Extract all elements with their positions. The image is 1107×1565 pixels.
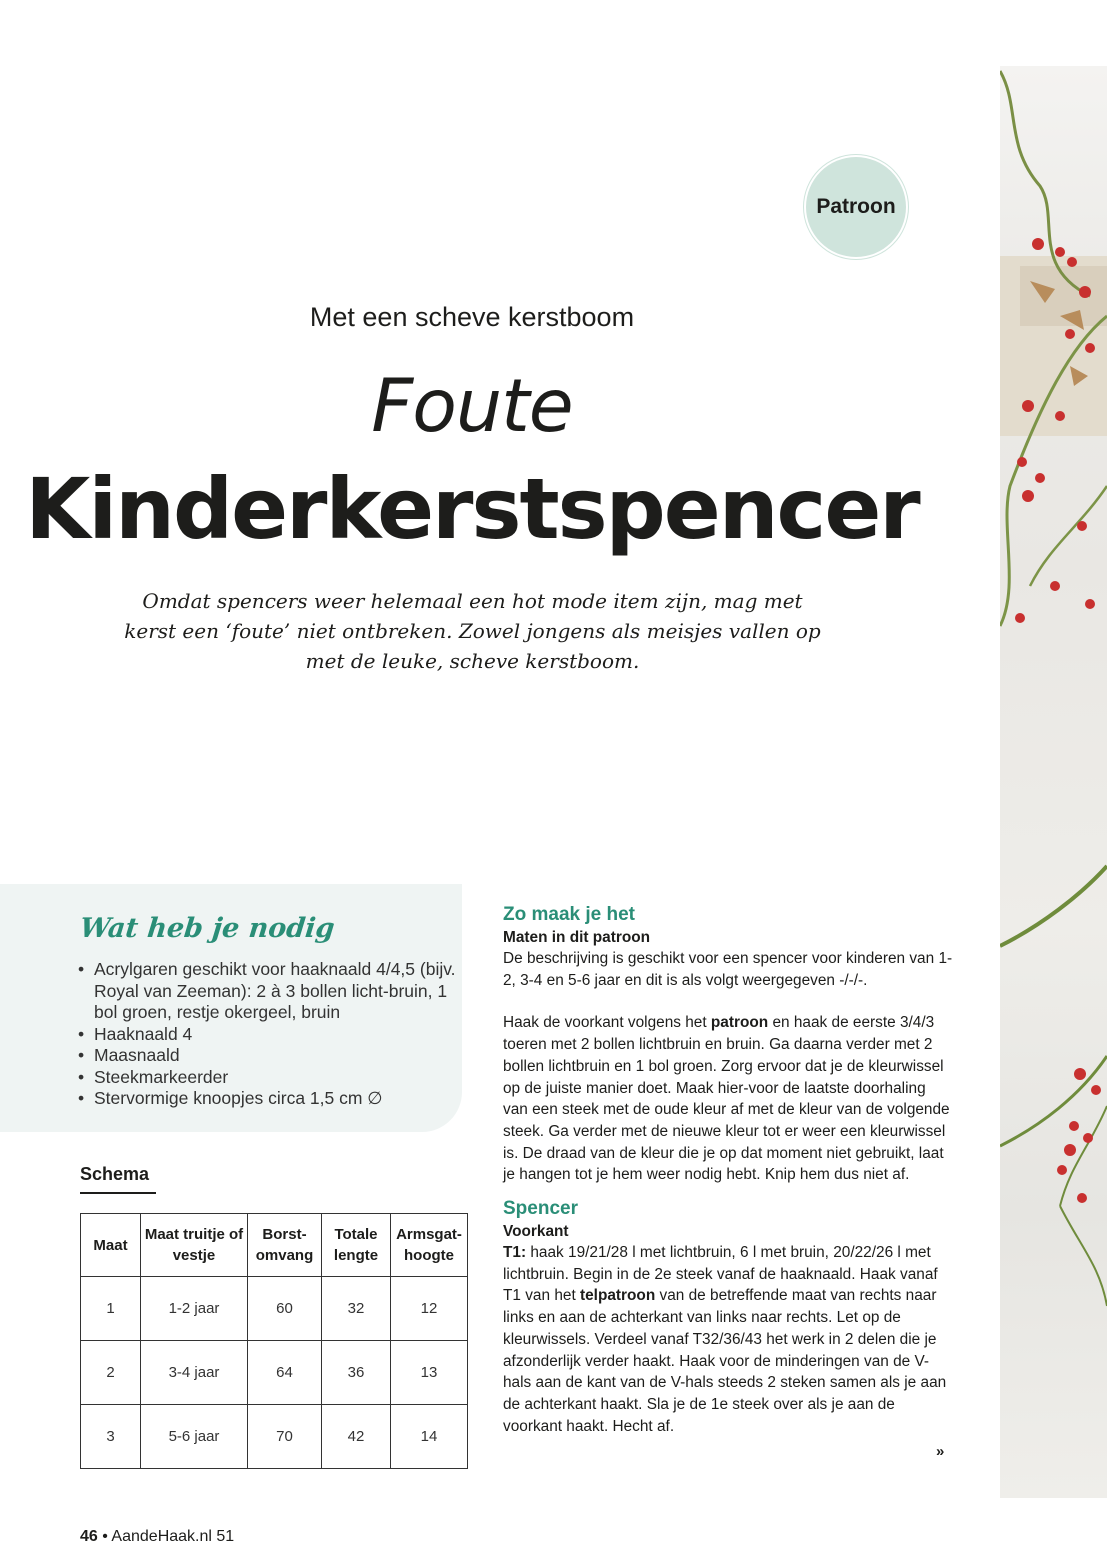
pattern-term: telpatroon [580, 1287, 656, 1305]
intro-text: Omdat spencers weer helemaal een hot mode item zijn, mag met kerst een ‘foute’ niet ontbreken. Zowel jongens als meisjes vallen op met de leuke, scheve kerstboom. [124, 589, 821, 673]
decorative-photo [1000, 66, 1107, 1498]
table-cell: 14 [391, 1405, 468, 1469]
sizes-text: De beschrijving is geschikt voor een spencer voor kinderen van 1-2, 3-4 en 5-6 jaar en dit is als volgt weergegeven -/-/-. [503, 950, 953, 989]
table-cell: 3 [81, 1405, 141, 1469]
size-table [80, 1213, 468, 1469]
table-header-row [81, 1214, 468, 1277]
magazine-name: AandeHaak.nl 51 [111, 1528, 235, 1545]
branch-berries-illustration [1000, 66, 1107, 1498]
table-cell: 13 [391, 1341, 468, 1405]
page-title-line2: Kinderkerstspencer [25, 460, 919, 558]
page-footer [80, 1528, 234, 1546]
table-row [81, 1341, 468, 1405]
paragraph-text: haak 19/21/28 l met lichtbruin, 6 l met bruin, 20/22/26 l met lichtbruin. Begin in de 2e steek vanaf de haaknaald. Haak vanaf T1 van het [503, 1244, 938, 1305]
list-item: • Steekmarkeerder [78, 1067, 463, 1089]
page-title-line1: Foute [371, 364, 573, 449]
table-cell: 42 [322, 1405, 391, 1469]
table-cell: 36 [322, 1341, 391, 1405]
page-subtitle: Met een scheve kerstboom [309, 302, 635, 332]
list-item: • Haaknaald 4 [78, 1024, 463, 1046]
table-header-cell: Totale lengte [322, 1214, 391, 1277]
table-cell: 1 [81, 1277, 141, 1341]
table-cell: 60 [248, 1277, 322, 1341]
round-label: T1: [503, 1244, 527, 1262]
table-header-cell: Borst-omvang [248, 1214, 322, 1277]
section-heading: Zo maak je het [503, 904, 635, 925]
patroon-badge [806, 157, 906, 257]
table-row [81, 1277, 468, 1341]
continue-arrow-icon: » [936, 1443, 945, 1460]
table-row [81, 1405, 468, 1469]
table-cell: 5-6 jaar [141, 1405, 248, 1469]
materials-list [78, 959, 463, 1110]
paragraph-text: Haak de voorkant volgens het [503, 1014, 711, 1032]
sizes-title: Maten in dit patroon [503, 929, 651, 946]
footer-separator: • [102, 1528, 108, 1545]
badge-label: Patroon [816, 195, 896, 218]
table-header-cell: Maat [81, 1214, 141, 1277]
schema-title: Schema [80, 1164, 150, 1184]
divider [80, 1192, 156, 1194]
table-cell: 2 [81, 1341, 141, 1405]
paragraph-text: van de betreffende maat van rechts naar links en aan de achterkant van links naar rechts. Let op de kleurwissels. Verdeel vanaf T32/36/43 het werk in 2 delen die je afzonderlijk verder haakt. Haak voor de minderingen van de V-hals aan de kant van de V-hals steeds 2 steken samen als je aan de achterkant haakt. Sla je de 1e steek over als je aan de voorkant haakt. Hecht af. [503, 1287, 947, 1435]
voorkant-title: Voorkant [503, 1223, 569, 1241]
table-cell: 3-4 jaar [141, 1341, 248, 1405]
table-cell: 12 [391, 1277, 468, 1341]
spencer-heading: Spencer [503, 1198, 578, 1220]
materials-title: Wat heb je nodig [78, 913, 337, 944]
list-item: • Maasnaald [78, 1045, 463, 1067]
page-number: 46 [80, 1528, 98, 1545]
instructions-column [503, 903, 953, 1437]
table-cell: 70 [248, 1405, 322, 1469]
intro-paragraph [503, 1012, 953, 1186]
table-cell: 1-2 jaar [141, 1277, 248, 1341]
table-header-cell: Armsgat-hoogte [391, 1214, 468, 1277]
table-header-cell: Maat truitje of vestje [141, 1214, 248, 1277]
pattern-term: patroon [710, 1014, 769, 1032]
paragraph-text: en haak de eerste 3/4/3 toeren met 2 bollen lichtbruin en bruin. Ga daarna verder met 2 bollen lichtbruin en 1 bol groen. Zorg ervoor dat je de kleurwissel op de juiste manier doet. Maak hier-voor de laatste doorhaling van een steek met de oude kleur af met de kleur van de volgende steek. Ga verder met de nieuwe kleur tot er weer een kleurwissel is. De draad van de kleur die je op dat moment niet gebruikt, laat je hangen tot je hem weer nodig hebt. Knip hem dus niet af. [503, 1014, 950, 1184]
table-cell: 32 [322, 1277, 391, 1341]
list-item: • Stervormige knoopjes circa 1,5 cm ∅ [78, 1088, 463, 1110]
table-cell: 64 [248, 1341, 322, 1405]
round-instructions [503, 1242, 953, 1437]
list-item: • Acrylgaren geschikt voor haaknaald 4/4,5 (bijv. Royal van Zeeman): 2 à 3 bollen licht-bruin, 1 bol groen, restje okergeel, bruin [78, 959, 463, 1024]
